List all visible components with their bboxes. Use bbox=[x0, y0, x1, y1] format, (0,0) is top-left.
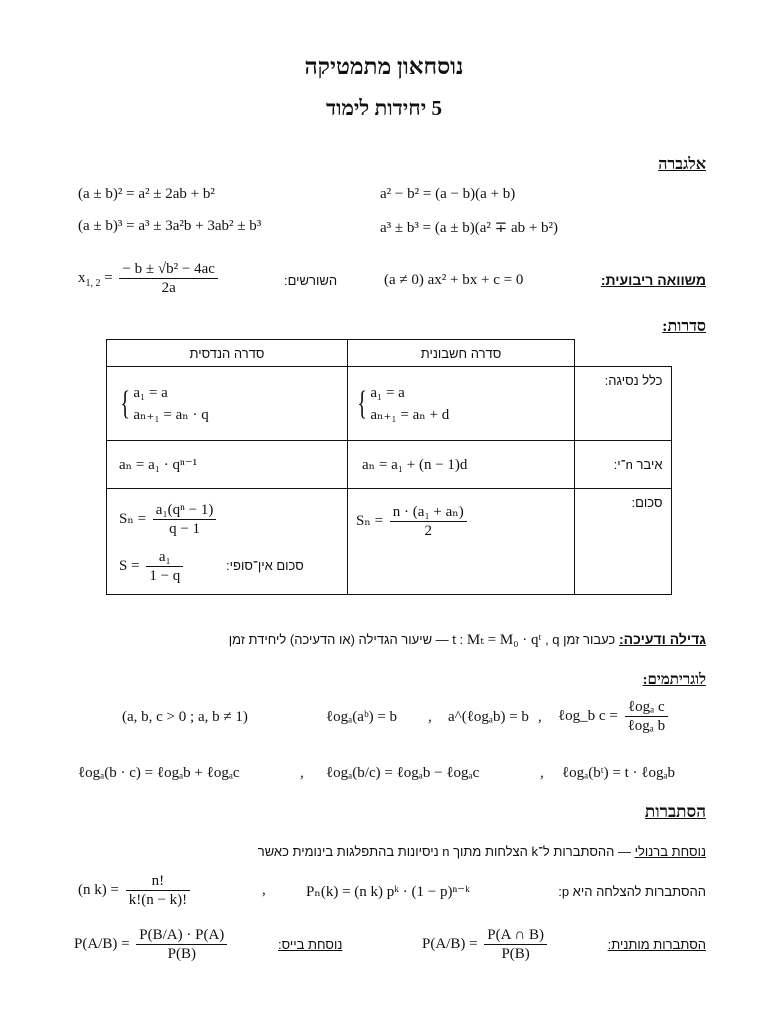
row-label-sum: סכום: bbox=[575, 489, 672, 595]
growth-line: גדילה ודעיכה: כעבור זמן t : Mₜ = M₀ · qᵗ , q — שיעור הגדילה (או הדעיכה) ליחידת זמן bbox=[228, 631, 706, 648]
arithmetic-recursion: { a₁ = a aₙ₊₁ = aₙ + d bbox=[348, 367, 575, 441]
growth-label: גדילה ודעיכה: bbox=[619, 631, 706, 647]
conditional-label: הסתברות מותנית: bbox=[607, 937, 706, 952]
identity-cube: (a ± b)³ = a³ ± 3a²b + 3ab² ± b³ bbox=[78, 218, 262, 234]
page-title: נוסחאון מתמטיקה bbox=[304, 54, 464, 79]
roots-numerator: − b ± √b² − 4ac bbox=[119, 260, 217, 279]
geometric-recursion: { a₁ = a aₙ₊₁ = aₙ · q bbox=[107, 367, 348, 441]
roots-label: השורשים: bbox=[284, 273, 338, 288]
bernoulli-success-text: ההסתברות להצלחה היא p: bbox=[558, 884, 706, 899]
log-condition: (a, b, c > 0 ; a, b ≠ 1) bbox=[122, 709, 248, 725]
geometric-nth-term: aₙ = a₁ · qⁿ⁻¹ bbox=[107, 441, 348, 489]
series-table bbox=[106, 339, 672, 595]
row-label-recursion: כלל נסיגה: bbox=[575, 367, 672, 441]
log-quotient-rule: ℓogₐ(b/c) = ℓogₐb − ℓogₐc bbox=[326, 765, 480, 781]
quadratic-roots-formula: $x_{1, 2}$ = $\frac{\text{− b ± √b² − 4ac}}{2a}$ bbox=[78, 260, 221, 297]
conditional-formula: P(A/B) = $\frac{P(A \cap B)}{P(B)}$ bbox=[422, 926, 550, 963]
binomial-coefficient: (n k) = $\frac{n!}{k!(n - k)!}$ bbox=[78, 872, 193, 909]
infinite-sum-label: סכום אין־סופי: bbox=[226, 557, 304, 573]
bernoulli-formula: Pₙ(k) = (n k) pᵏ · (1 − p)ⁿ⁻ᵏ bbox=[306, 884, 470, 900]
arithmetic-sum: Sₙ = $\frac{\text{n · (a₁ + aₙ)}}{2}$ bbox=[348, 489, 575, 595]
log-product-rule: ℓogₐ(b · c) = ℓogₐb + ℓogₐc bbox=[78, 765, 240, 781]
geometric-sum: Sₙ = $\frac{\text{a₁(qⁿ − 1)}}{q - 1}$ bbox=[119, 501, 347, 538]
probability-heading: הסתברות bbox=[644, 802, 706, 821]
page-subtitle: 5 יחידות לימוד bbox=[326, 96, 442, 120]
log-power-rule: ℓogₐ(aᵇ) = b bbox=[326, 709, 398, 725]
series-heading: סדרות: bbox=[662, 318, 706, 335]
row-label-nth: איבר n־י: bbox=[575, 441, 672, 489]
bernoulli-label: נוסחת ברנולי bbox=[634, 844, 706, 859]
geometric-sum-cell bbox=[107, 489, 348, 595]
arithmetic-nth-term: aₙ = a₁ + (n − 1)d bbox=[348, 441, 575, 489]
log-inverse-rule: a^(ℓogₐb) = b bbox=[448, 709, 529, 725]
growth-formula: Mₜ = M₀ · qᵗ bbox=[466, 632, 542, 648]
bernoulli-description: נוסחת ברנולי — ההסתברות ל־k הצלחות מתוך n ניסיונות בהתפלגות בינומית כאשר bbox=[257, 844, 706, 859]
quadratic-equation: (a ≠ 0) ax² + bx + c = 0 bbox=[384, 272, 524, 288]
bayes-label: נוסחת בייס: bbox=[278, 937, 343, 952]
infinite-sum: S = $\frac{\text{a₁}}{1 - q}$ סכום אין־סופי: bbox=[119, 549, 304, 584]
algebra-heading: אלגברה bbox=[658, 156, 706, 173]
identity-diff-squares: a² − b² = (a − b)(a + b) bbox=[380, 186, 516, 202]
logs-heading: לוגריתמים: bbox=[642, 672, 706, 688]
geometric-col-header: סדרה הנדסית bbox=[107, 340, 348, 367]
quadratic-label: משוואה ריבועית: bbox=[600, 272, 706, 288]
identity-sum-cubes: a³ ± b³ = (a ± b)(a² ∓ ab + b²) bbox=[380, 220, 559, 236]
arithmetic-col-header: סדרה חשבונית bbox=[348, 340, 575, 367]
identity-square: (a ± b)² = a² ± 2ab + b² bbox=[78, 186, 215, 202]
roots-denominator: 2a bbox=[161, 280, 176, 296]
log-base-change: ℓog_b c = $\frac{\text{ℓogₐ c}}{\text{ℓogₐ b}}$ bbox=[558, 698, 671, 735]
log-exponent-rule: ℓogₐ(bᵗ) = t · ℓogₐb bbox=[562, 765, 676, 781]
bayes-formula: P(A/B) = $\frac{P(B/A) \cdot P(A)}{P(B)}$ bbox=[74, 926, 230, 963]
